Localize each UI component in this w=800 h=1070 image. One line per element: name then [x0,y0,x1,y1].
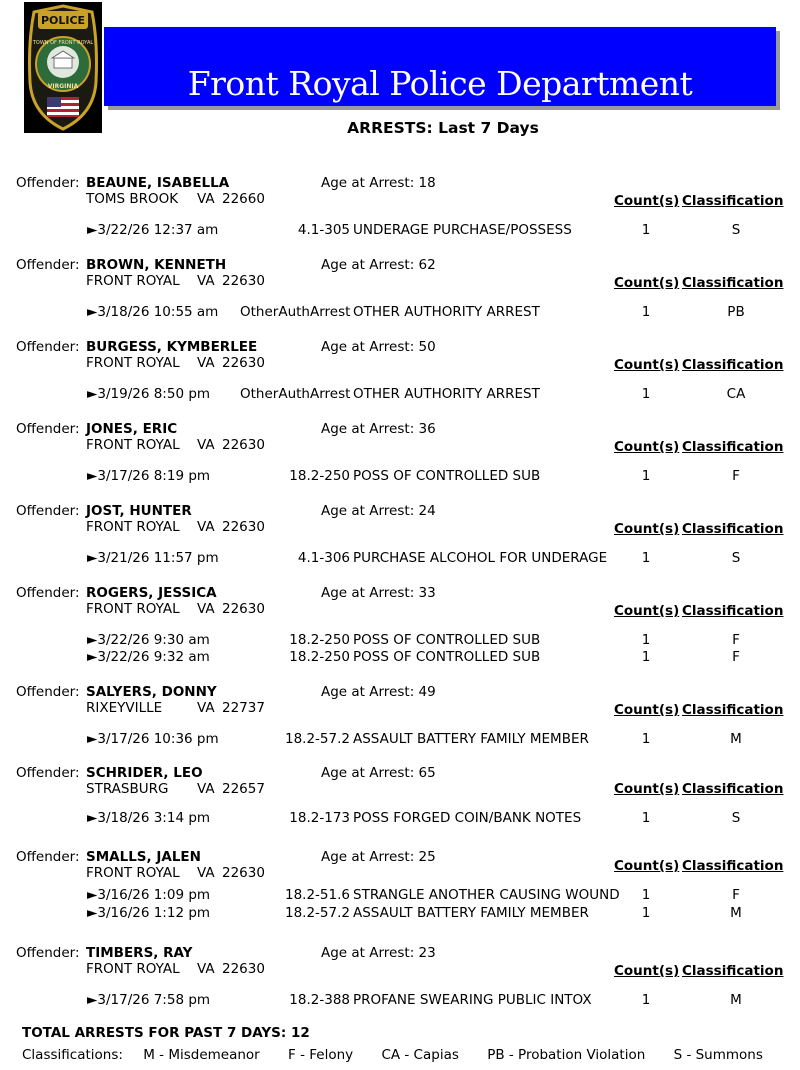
address-state: VA [197,355,215,371]
police-badge-logo [24,2,102,133]
address-zip: 22630 [222,355,265,371]
count-header: Count(s) [614,357,680,373]
charge-count: 1 [641,810,651,826]
age-label: Age at Arrest: [321,339,415,355]
address-zip: 22737 [222,700,265,716]
badge-ring-text: TOWN OF FRONT ROYAL [32,40,94,46]
address-zip: 22630 [222,273,265,289]
offender-address [86,519,265,535]
age-value: 36 [418,421,436,437]
charge-description: ASSAULT BATTERY FAMILY MEMBER [353,731,589,747]
offender-label: Offender: [16,585,80,601]
offender-address [86,273,265,289]
count-header: Count(s) [614,275,680,291]
address-zip: 22630 [222,437,265,453]
offender-name: BEAUNE, ISABELLA [86,175,230,191]
charge-count: 1 [641,386,651,402]
charge-count: 1 [641,550,651,566]
charge-count: 1 [641,468,651,484]
address-city: TOMS BROOK [86,191,179,207]
charge-code: 18.2-388 [289,992,350,1008]
badge-top-text: POLICE [40,14,86,27]
charge-code: 18.2-51.6 [285,887,350,903]
charge-classification: F [732,887,740,903]
charge-description: STRANGLE ANOTHER CAUSING WOUND [353,887,620,903]
address-state: VA [197,191,215,207]
age-value: 23 [418,945,436,961]
offender-address [86,865,265,881]
address-city: STRASBURG [86,781,169,797]
classification-header: Classification [682,858,784,874]
address-city: FRONT ROYAL [86,437,180,453]
charge-code: OtherAuthArrest [240,386,351,402]
offender-label: Offender: [16,257,80,273]
offender-name: SMALLS, JALEN [86,849,201,865]
count-header: Count(s) [614,781,680,797]
charge-datetime: ►3/17/26 7:58 pm [87,992,211,1008]
age-at-arrest [321,257,436,273]
age-value: 50 [418,339,436,355]
address-state: VA [197,700,215,716]
charge-count: 1 [641,992,651,1008]
age-at-arrest [321,585,436,601]
age-label: Age at Arrest: [321,421,415,437]
charge-description: PROFANE SWEARING PUBLIC INTOX [353,992,592,1008]
age-value: 24 [418,503,436,519]
header-banner [104,27,776,106]
age-at-arrest [321,421,436,437]
address-city: FRONT ROYAL [86,865,180,881]
address-state: VA [197,601,215,617]
age-value: 25 [418,849,436,865]
badge-bottom-text: VIRGINIA [47,83,79,90]
classification-header: Classification [682,357,784,373]
age-value: 65 [418,765,436,781]
charge-code: 18.2-57.2 [285,731,350,747]
classification-header: Classification [682,603,784,619]
address-zip: 22630 [222,519,265,535]
age-at-arrest [321,339,436,355]
charge-datetime: ►3/22/26 9:32 am [87,649,210,665]
offender-label: Offender: [16,849,80,865]
charge-code: 18.2-250 [289,468,350,484]
age-label: Age at Arrest: [321,945,415,961]
offender-name: TIMBERS, RAY [86,945,193,961]
count-header: Count(s) [614,193,680,209]
charge-code: OtherAuthArrest [240,304,351,320]
offender-label: Offender: [16,684,80,700]
classification-header: Classification [682,963,784,979]
address-state: VA [197,437,215,453]
address-zip: 22630 [222,961,265,977]
offender-name: BROWN, KENNETH [86,257,227,273]
offender-name: ROGERS, JESSICA [86,585,217,601]
count-header: Count(s) [614,521,680,537]
address-city: RIXEYVILLE [86,700,163,716]
address-city: FRONT ROYAL [86,519,180,535]
offender-label: Offender: [16,945,80,961]
age-value: 33 [418,585,436,601]
offender-name: SALYERS, DONNY [86,684,217,700]
charge-code: 18.2-57.2 [285,905,350,921]
age-at-arrest [321,849,436,865]
charge-datetime: ►3/16/26 1:12 pm [87,905,211,921]
offender-label: Offender: [16,765,80,781]
charge-count: 1 [641,887,651,903]
offender-address [86,700,265,716]
charge-description: OTHER AUTHORITY ARREST [353,386,540,402]
charge-description: OTHER AUTHORITY ARREST [353,304,540,320]
address-state: VA [197,865,215,881]
count-header: Count(s) [614,439,680,455]
charge-datetime: ►3/19/26 8:50 pm [87,386,211,402]
charge-datetime: ►3/16/26 1:09 pm [87,887,211,903]
charge-classification: CA [726,386,746,402]
address-city: FRONT ROYAL [86,601,180,617]
offender-address [86,437,265,453]
address-zip: 22660 [222,191,265,207]
count-header: Count(s) [614,603,680,619]
offender-label: Offender: [16,175,80,191]
charge-count: 1 [641,649,651,665]
age-label: Age at Arrest: [321,765,415,781]
classification-header: Classification [682,439,784,455]
charge-datetime: ►3/17/26 8:19 pm [87,468,211,484]
address-zip: 22630 [222,865,265,881]
charge-count: 1 [641,222,651,238]
classification-header: Classification [682,702,784,718]
address-zip: 22630 [222,601,265,617]
address-state: VA [197,519,215,535]
charge-code: 4.1-306 [297,550,350,566]
charge-datetime: ►3/21/26 11:57 pm [87,550,219,566]
charge-description: UNDERAGE PURCHASE/POSSESS [353,222,572,238]
charge-classification: S [731,810,741,826]
flag-icon [47,97,79,117]
address-state: VA [197,273,215,289]
age-value: 49 [418,684,436,700]
charge-classification: F [732,468,740,484]
count-header: Count(s) [614,858,680,874]
charge-classification: M [730,992,742,1008]
charge-classification: PB [727,304,745,320]
offender-address [86,961,265,977]
charge-classification: F [732,649,740,665]
legend-item: S - Summons [673,1047,763,1063]
charge-datetime: ►3/17/26 10:36 pm [87,731,219,747]
charge-description: POSS OF CONTROLLED SUB [353,632,541,648]
address-state: VA [197,961,215,977]
offender-name: JOST, HUNTER [86,503,192,519]
charge-classification: S [731,550,741,566]
charge-count: 1 [641,905,651,921]
charge-code: 18.2-250 [289,632,350,648]
count-header: Count(s) [614,963,680,979]
age-label: Age at Arrest: [321,684,415,700]
offender-address [86,601,265,617]
address-state: VA [197,781,215,797]
charge-datetime: ►3/22/26 12:37 am [87,222,219,238]
age-at-arrest [321,765,436,781]
address-city: FRONT ROYAL [86,355,180,371]
classification-header: Classification [682,521,784,537]
charge-datetime: ►3/18/26 3:14 pm [87,810,211,826]
age-label: Age at Arrest: [321,257,415,273]
offender-label: Offender: [16,421,80,437]
charge-classification: M [730,731,742,747]
charge-code: 18.2-173 [289,810,350,826]
charge-count: 1 [641,632,651,648]
classification-header: Classification [682,781,784,797]
age-value: 62 [418,257,436,273]
charge-code: 4.1-305 [297,222,350,238]
age-at-arrest [321,503,436,519]
charge-description: POSS OF CONTROLLED SUB [353,649,541,665]
offender-name: SCHRIDER, LEO [86,765,203,781]
charge-classification: M [730,905,742,921]
age-value: 18 [418,175,436,191]
offender-name: JONES, ERIC [86,421,178,437]
offender-label: Offender: [16,503,80,519]
charge-datetime: ►3/22/26 9:30 am [87,632,210,648]
total-arrests: TOTAL ARRESTS FOR PAST 7 DAYS: 12 [22,1025,310,1041]
age-at-arrest [321,945,436,961]
offender-address [86,191,265,207]
offender-address [86,781,265,797]
legend-item: F - Felony [288,1047,354,1063]
legend-item: CA - Capias [381,1047,459,1063]
legend-item: PB - Probation Violation [487,1047,646,1063]
classification-header: Classification [682,275,784,291]
charge-description: ASSAULT BATTERY FAMILY MEMBER [353,905,589,921]
charge-description: POSS OF CONTROLLED SUB [353,468,541,484]
count-header: Count(s) [614,702,680,718]
address-city: FRONT ROYAL [86,961,180,977]
charge-description: PURCHASE ALCOHOL FOR UNDERAGE [353,550,608,566]
charge-datetime: ►3/18/26 10:55 am [87,304,219,320]
age-label: Age at Arrest: [321,585,415,601]
legend-item: M - Misdemeanor [143,1047,260,1063]
address-city: FRONT ROYAL [86,273,180,289]
age-at-arrest [321,175,436,191]
classification-legend [22,1047,787,1063]
address-zip: 22657 [222,781,265,797]
offender-address [86,355,265,371]
charge-classification: F [732,632,740,648]
classification-header: Classification [682,193,784,209]
age-label: Age at Arrest: [321,849,415,865]
charge-description: POSS FORGED COIN/BANK NOTES [353,810,582,826]
charge-classification: S [731,222,741,238]
age-label: Age at Arrest: [321,175,415,191]
charge-count: 1 [641,731,651,747]
charge-count: 1 [641,304,651,320]
legend-label: Classifications: [22,1047,123,1063]
offender-name: BURGESS, KYMBERLEE [86,339,258,355]
charge-code: 18.2-250 [289,649,350,665]
age-at-arrest [321,684,436,700]
age-label: Age at Arrest: [321,503,415,519]
page-title: Front Royal Police Department [187,64,693,103]
report-subtitle: ARRESTS: Last 7 Days [347,119,539,137]
offender-label: Offender: [16,339,80,355]
